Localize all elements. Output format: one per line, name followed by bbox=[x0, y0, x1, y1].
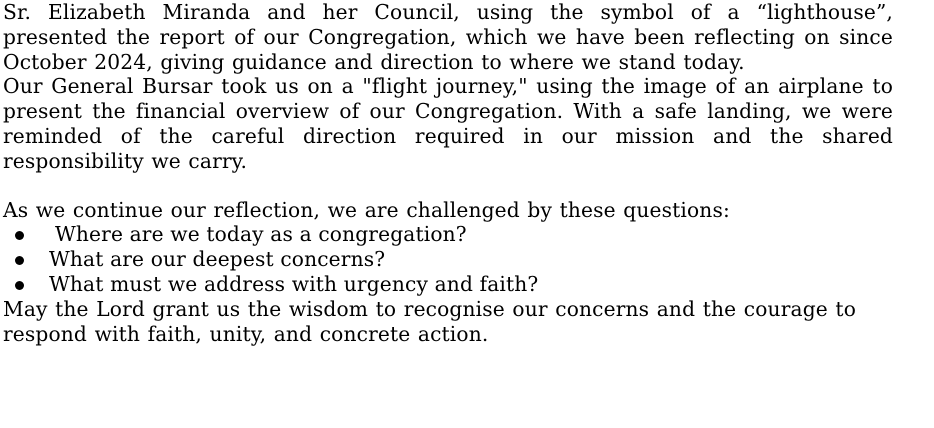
question-text: What must we address with urgency and faith? bbox=[49, 271, 539, 296]
bullet-icon bbox=[15, 231, 24, 240]
document-body bbox=[3, 0, 893, 346]
questions-list bbox=[3, 222, 893, 296]
paragraph-lighthouse-report: Sr. Elizabeth Miranda and her Council, using the symbol of a “lighthouse”, presented the report of our Congregation, which we have been reflecting on since October 2024, giving guidance and direction to where we stand today. bbox=[3, 0, 893, 74]
paragraph-spacer bbox=[3, 174, 893, 198]
bullet-icon bbox=[15, 281, 24, 290]
paragraph-closing-prayer: May the Lord grant us the wisdom to recognise our concerns and the courage to respond with faith, unity, and concrete action. bbox=[3, 296, 857, 346]
list-item bbox=[3, 272, 893, 297]
bullet-icon bbox=[15, 256, 24, 265]
list-item bbox=[3, 222, 893, 247]
question-text: What are our deepest concerns? bbox=[49, 247, 386, 272]
paragraph-bursar-flight-journey: Our General Bursar took us on a "flight journey," using the image of an airplane to present the financial overview of our Congregation. With a safe landing, we were reminded of the careful direction required in our mission and the shared responsibility we carry. bbox=[3, 74, 893, 173]
question-text: Where are we today as a congregation? bbox=[55, 222, 467, 247]
paragraph-reflection-questions-intro: As we continue our reflection, we are challenged by these questions: bbox=[3, 197, 730, 222]
list-item bbox=[3, 247, 893, 272]
